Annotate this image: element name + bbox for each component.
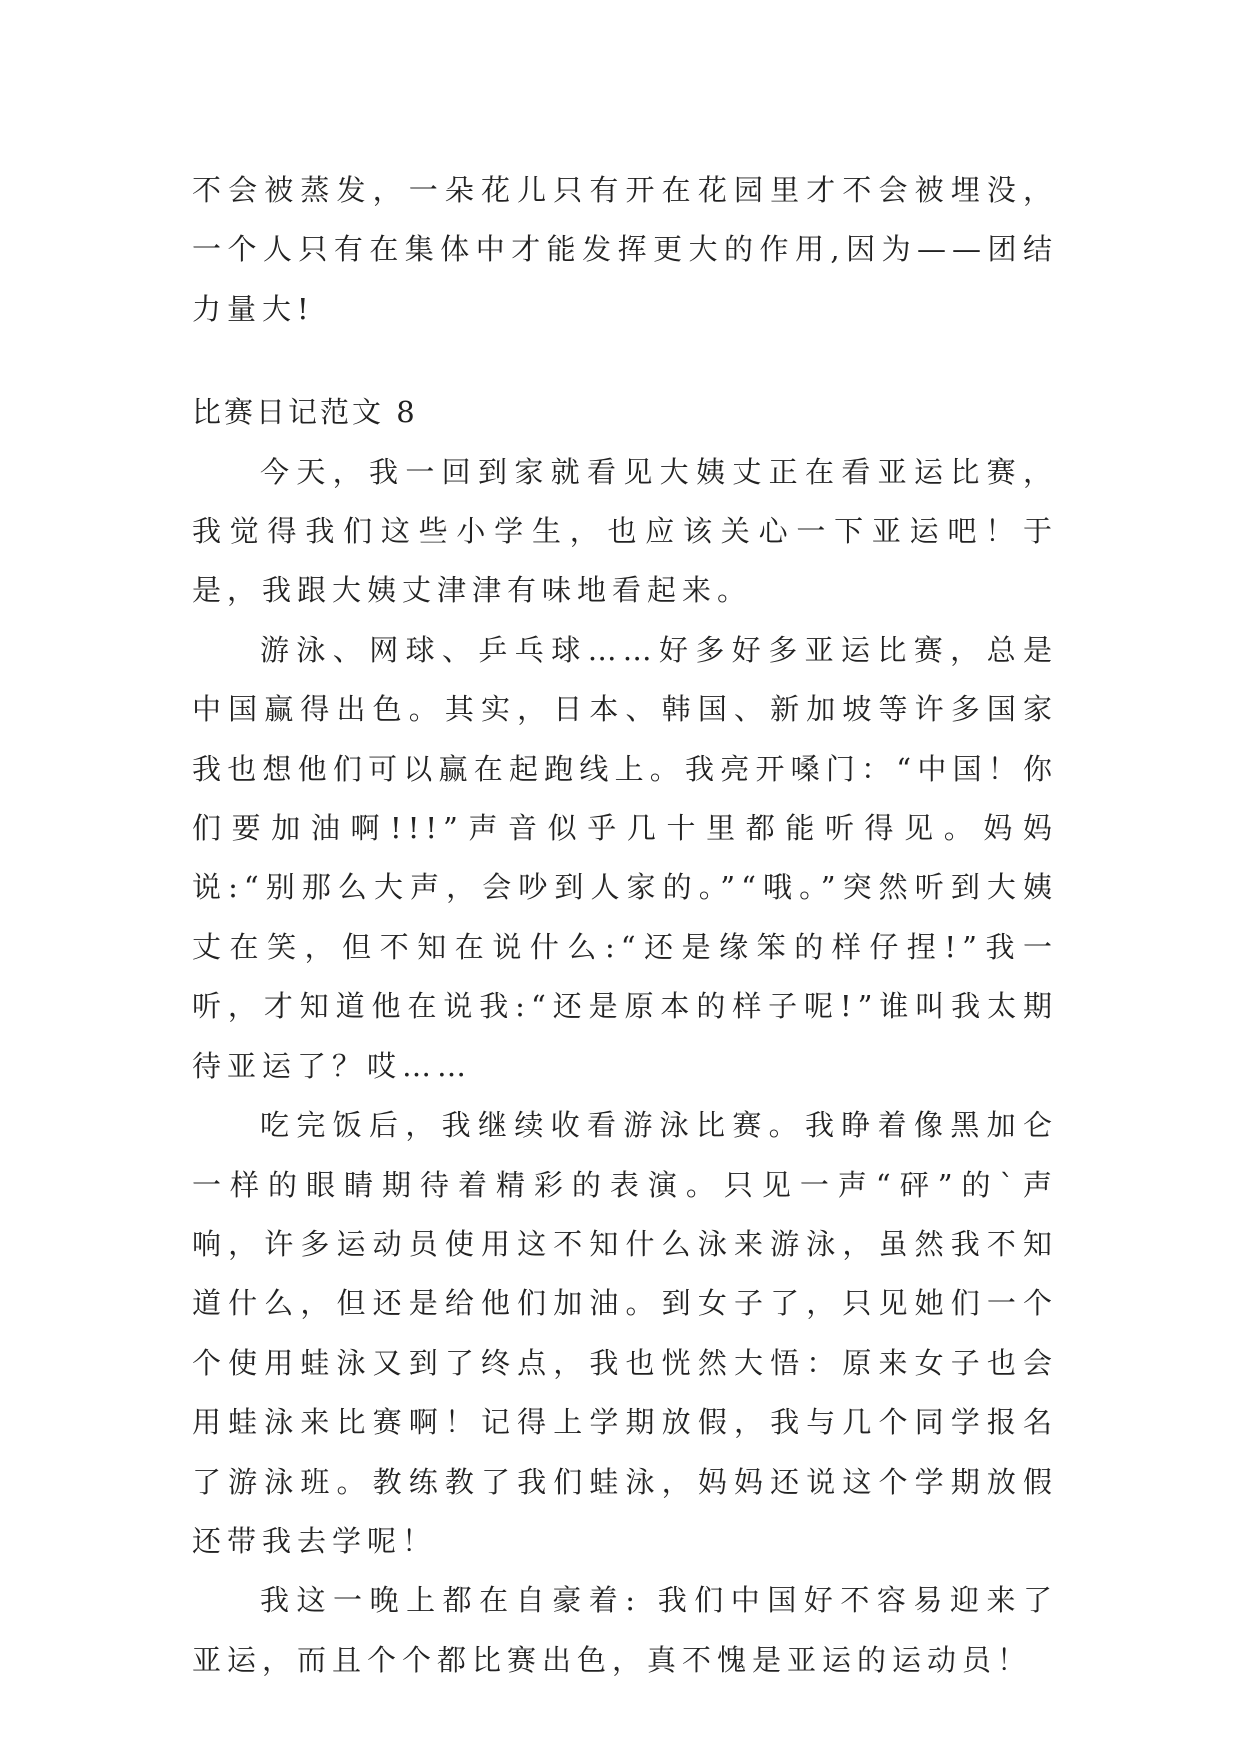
section-heading: 比赛日记范文 8 [192, 395, 418, 430]
paragraph-continued: 不会被蒸发，一朵花儿只有开在花园里才不会被埋没，一个人只有在集体中才能发挥更大的作用,因为——团结力量大! [192, 173, 1058, 326]
paragraph-1: 今天，我一回到家就看见大姨丈正在看亚运比赛，我觉得我们这些小学生，也应该关心一下亚运吧！于是，我跟大姨丈津津有味地看起来。 [192, 454, 1058, 608]
paragraph-3: 吃完饭后，我继续收看游泳比赛。我睁着像黑加仑一样的眼睛期待着精彩的表演。只见一声“砰”的`声响，许多运动员使用这不知什么泳来游泳，虽然我不知道什么，但还是给他们加油。到女子了，只见她们一个个使用蛙泳又到了终点，我也恍然大悟：原来女子也会用蛙泳来比赛啊！记得上学期放假，我与几个同学报名了游泳班。教练教了我们蛙泳，妈妈还说这个学期放假还带我去学呢！ [192, 1108, 1058, 1558]
paragraph-4: 我这一晚上都在自豪着: 我们中国好不容易迎来了亚运，而且个个都比赛出色，真不愧是亚运的运动员！ [192, 1583, 1058, 1677]
document-body [192, 161, 1058, 1690]
paragraph-2: 游泳、网球、乒乓球……好多好多亚运比赛，总是中国赢得出色。其实，日本、韩国、新加坡等许多国家我也想他们可以赢在起跑线上。我亮开嗓门：“中国！你们要加油啊!!!”声音似乎几十里都能听得见。妈妈说:“别那么大声，会吵到人家的。”“哦。”突然听到大姨丈在笑，但不知在说什么:“还是缘笨的样仔捏!”我一听，才知道他在说我:“还是原本的样子呢!”谁叫我太期待亚运了？哎…… [192, 632, 1058, 1083]
